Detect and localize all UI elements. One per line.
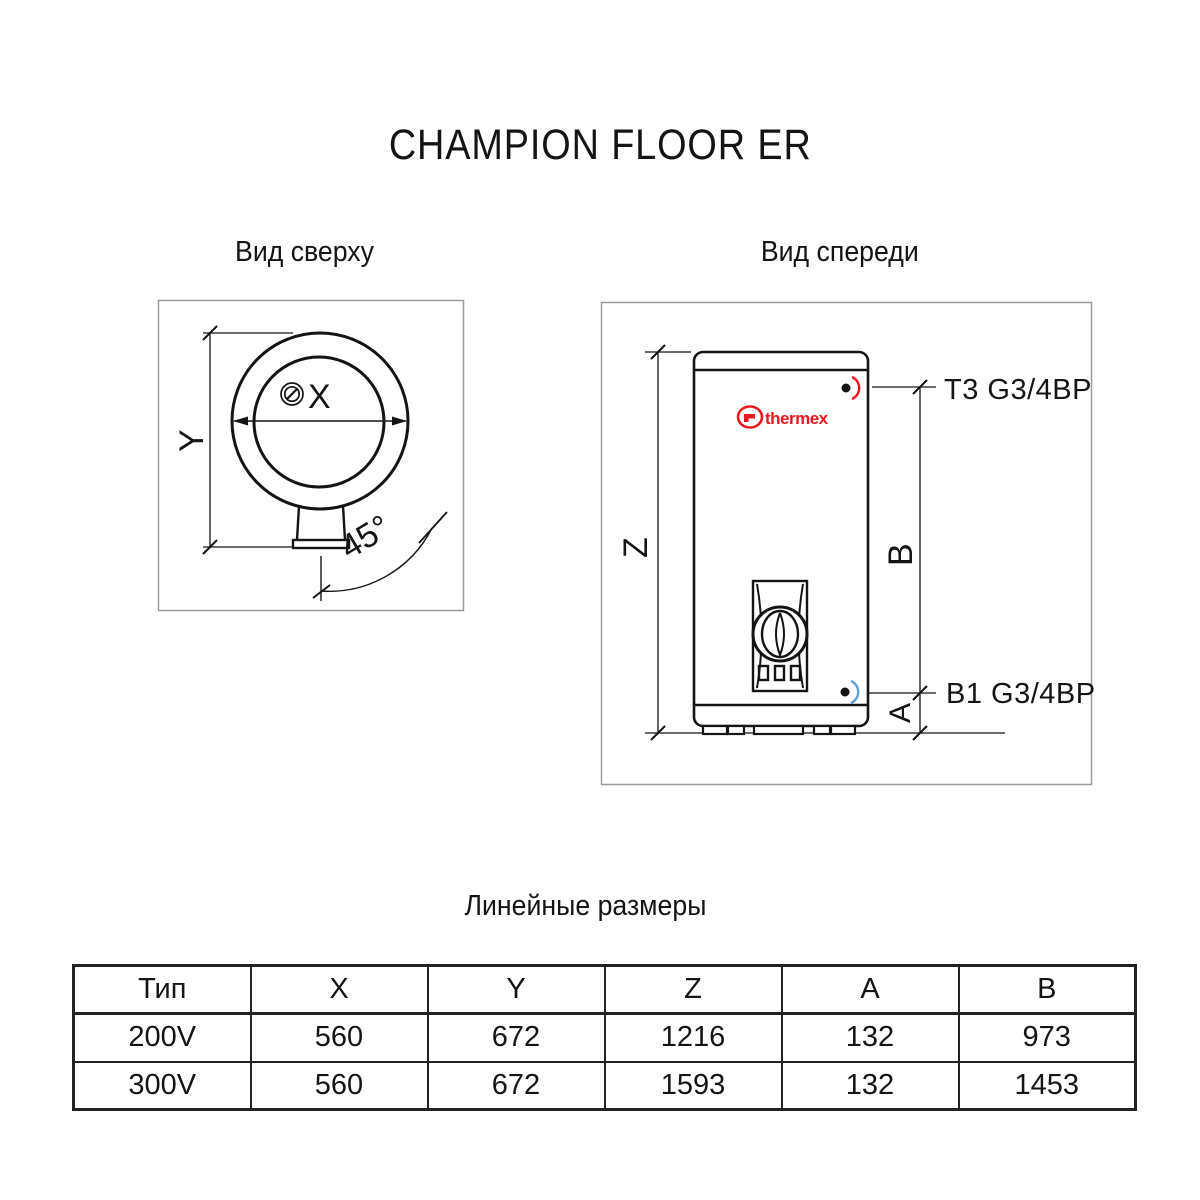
table-row [74,1062,1136,1110]
dim-label-x: X [308,378,331,416]
page-title: CHAMPION FLOOR ER [388,121,812,169]
top-view-diagram [159,301,464,611]
table-cell: 200V [74,1014,251,1062]
table-cell: 560 [251,1062,428,1110]
front-view-title: Вид спереди [761,236,919,268]
table-header-cell: Z [605,966,782,1014]
table-cell: 132 [782,1014,959,1062]
heater-feet [703,726,855,734]
dim-label-a: A [884,702,917,723]
thermex-logo [738,407,829,429]
dim-label-y: Y [173,429,211,452]
table-header-cell: B [959,966,1136,1014]
port-label-t3: T3 G3/4BP [944,374,1092,406]
table-cell: 973 [959,1014,1136,1062]
table-header-cell: Y [428,966,605,1014]
table-cell: 1453 [959,1062,1136,1110]
dim-label-z: Z [617,537,655,558]
table-row [74,1014,1136,1062]
port-label-b1: B1 G3/4BP [946,678,1096,710]
screw-icon [281,383,303,405]
table-cell: 1216 [605,1014,782,1062]
control-panel [753,581,807,691]
front-view-diagram [602,303,1096,785]
table-cell: 300V [74,1062,251,1110]
table-cell: 132 [782,1062,959,1110]
table-header-row [74,966,1136,1014]
a-dimension-line [867,686,936,700]
table-cell: 672 [428,1014,605,1062]
table-cell: 560 [251,1014,428,1062]
table-header-cell: Тип [74,966,251,1014]
table-cell: 1593 [605,1062,782,1110]
top-view-title: Вид сверху [235,236,375,268]
angle-label: 45° [333,507,398,567]
tank-inner-circle [254,357,384,487]
dimensions-table [72,964,1137,1111]
table-header-cell: X [251,966,428,1014]
table-cell: 672 [428,1062,605,1110]
table-header-cell: A [782,966,959,1014]
logo-text: thermex [765,409,828,428]
dim-label-b: B [882,543,920,566]
table-title: Линейные размеры [464,890,706,922]
